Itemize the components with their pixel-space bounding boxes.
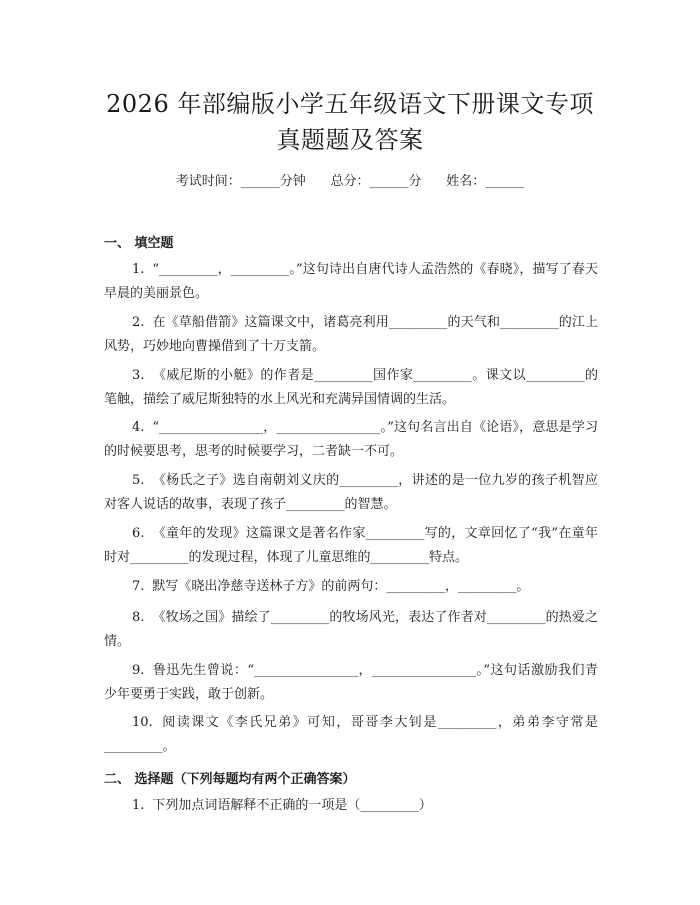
question-number: 8. xyxy=(132,610,145,625)
question-text: 《牧场之国》描绘了_________的牧场风光，表达了作者对_________的热爱之情。 xyxy=(104,610,598,649)
question-text: “_________，_________。”这句诗出自唐代诗人孟浩然的《春晓》，描写了春天早晨的美丽景色。 xyxy=(104,262,598,301)
question-text: 在《草船借箭》这篇课文中，诸葛亮利用_________的天气和_________的江上风势，巧妙地向曹操借到了十万支箭。 xyxy=(104,315,598,354)
question-number: 1. xyxy=(132,262,145,277)
question-text: 《童年的发现》这篇课文是著名作家_________写的，文章回忆了“我”在童年时对_________的发现过程，体现了儿童思维的_________特点。 xyxy=(104,526,598,565)
section-heading-multiple-choice: 二、 选择题（下列每题均有两个正确答案） xyxy=(104,772,356,787)
question-text: 阅读课文《李氏兄弟》可知，哥哥李大钊是_________，弟弟李守常是_________。 xyxy=(104,715,598,754)
question-number: 5. xyxy=(132,473,145,488)
question-item xyxy=(104,258,598,306)
question-item xyxy=(104,659,598,707)
question-item xyxy=(104,711,598,759)
question-item xyxy=(104,311,598,359)
section-heading-fill-blank: 一、 填空题 xyxy=(104,236,174,251)
question-text: 默写《晓出净慈寺送林子方》的前两句：_________，_________。 xyxy=(152,579,530,594)
question-text: 下列加点词语解释不正确的一项是（_________） xyxy=(152,798,432,813)
question-number: 10. xyxy=(132,715,153,730)
question-text: 《杨氏之子》选自南朝刘义庆的_________，讲述的是一位九岁的孩子机智应对客人说话的故事，表现了孩子_________的智慧。 xyxy=(104,473,598,512)
question-number: 4. xyxy=(132,420,145,435)
question-text: “________________，________________。”这句名言出自《论语》，意思是学习的时候要思考，思考的时候要学习，二者缺一不可。 xyxy=(104,420,598,459)
question-item xyxy=(104,469,598,517)
question-item xyxy=(104,575,598,599)
question-item xyxy=(104,794,598,818)
page-title-line2: 真题题及答案 xyxy=(276,126,424,154)
question-item xyxy=(104,522,598,570)
question-text: 鲁迅先生曾说：“________________，________________。”这句话激励我们青少年要勇于实践，敢于创新。 xyxy=(104,663,598,702)
question-number: 6. xyxy=(132,526,145,541)
exam-info: 考试时间：______分钟 总分：______分 姓名：______ xyxy=(175,174,525,189)
question-number: 9. xyxy=(132,663,145,678)
question-number: 2. xyxy=(132,315,145,330)
question-number: 3. xyxy=(132,368,145,383)
page-title: 2026 年部编版小学五年级语文下册课文专项 xyxy=(106,90,594,118)
question-item xyxy=(104,416,598,464)
question-number: 7. xyxy=(132,579,145,594)
question-item xyxy=(104,364,598,412)
question-text: 《威尼斯的小艇》的作者是_________国作家_________。课文以_________的笔触，描绘了威尼斯独特的水上风光和充满异国情调的生活。 xyxy=(104,368,598,407)
question-number: 1. xyxy=(132,798,145,813)
question-item xyxy=(104,606,598,654)
